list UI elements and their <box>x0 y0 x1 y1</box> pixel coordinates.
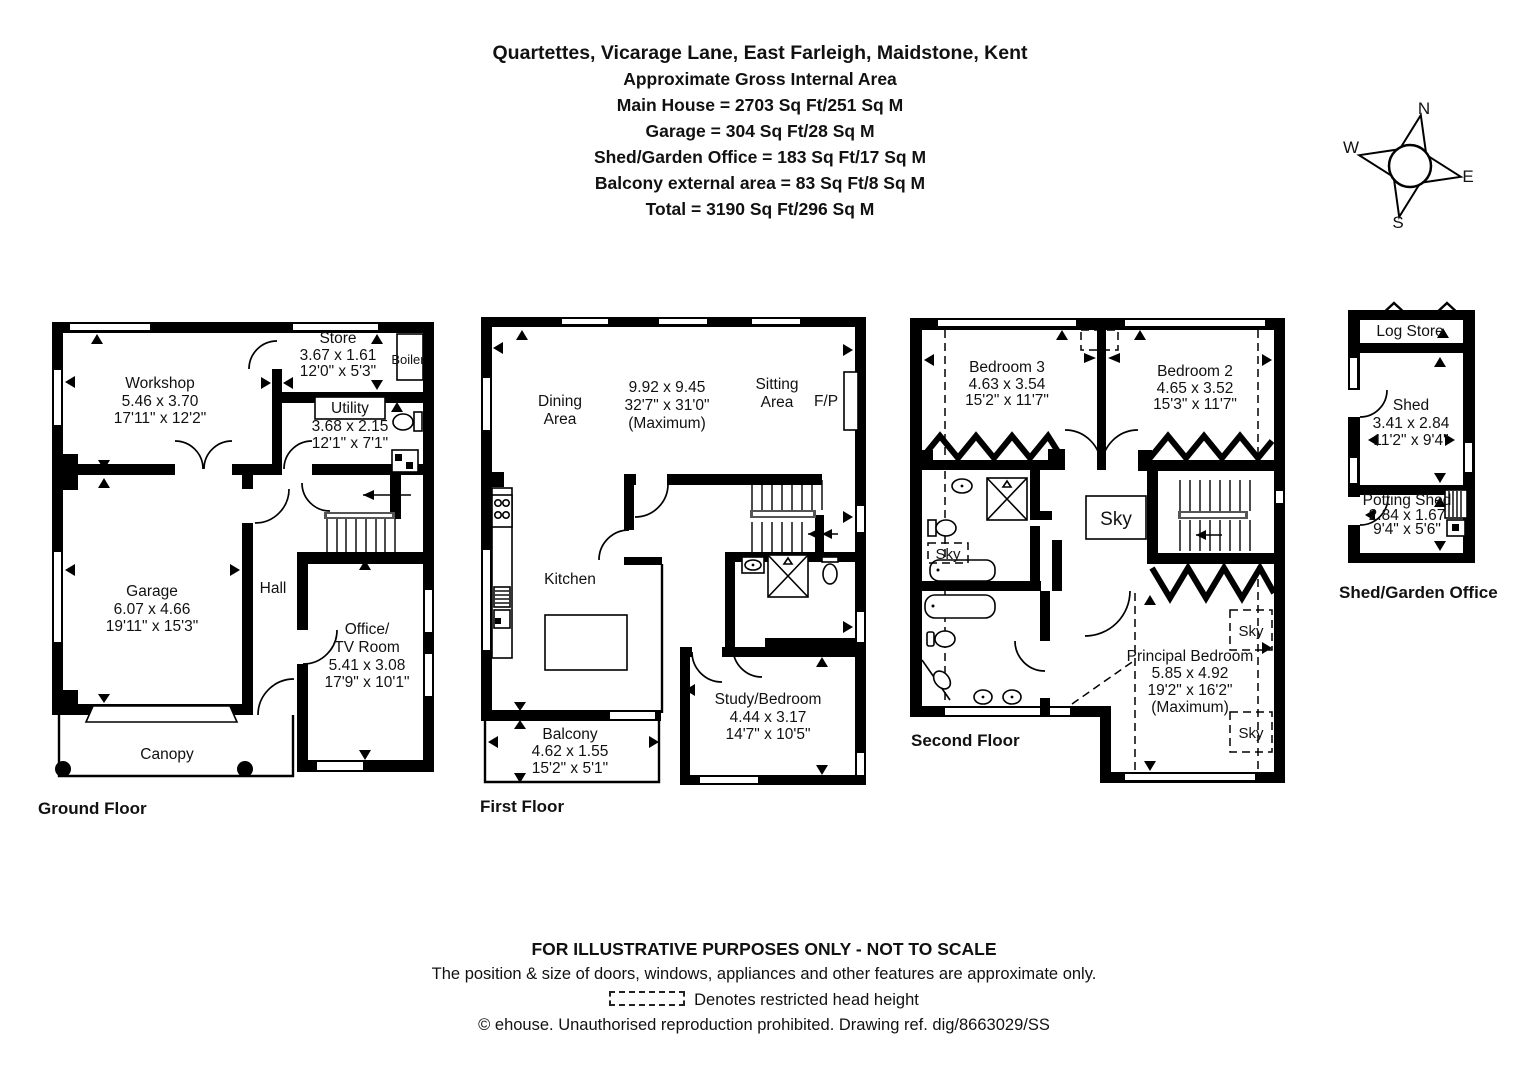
store-dim-m: 3.67 x 1.61 <box>299 347 377 364</box>
compass-n: N <box>1417 99 1431 118</box>
openplan-note: (Maximum) <box>628 415 706 432</box>
canopy-post <box>55 761 71 777</box>
bedroom2-label: Bedroom 2 <box>1157 363 1233 380</box>
openplan-dim-m: 9.92 x 9.45 <box>628 379 706 396</box>
second-floor-plan <box>900 308 1300 798</box>
bath-icon <box>925 595 995 618</box>
principal-dim-m: 5.85 x 4.92 <box>1151 665 1229 682</box>
hall-label: Hall <box>259 580 287 597</box>
potting-dim-m: 2.84 x 1.67 <box>1368 507 1446 524</box>
footer-approx-note: The position & size of doors, windows, appliances and other features are approximate only. <box>431 965 1097 983</box>
utility-label: Utility <box>331 400 369 417</box>
page-title: Quartettes, Vicarage Lane, East Farleigh, Maidstone, Kent <box>492 42 1028 64</box>
second-stairs <box>1178 480 1250 551</box>
header-area-total: Total = 3190 Sq Ft/296 Sq M <box>645 199 875 219</box>
principal-dim-i: 19'2" x 16'2" <box>1147 682 1233 699</box>
kitchen-island <box>545 615 627 670</box>
garage-dim-i: 19'11" x 15'3" <box>105 618 199 635</box>
office-label-1: Office/ <box>344 621 390 638</box>
canopy-label: Canopy <box>140 746 194 763</box>
study-dim-i: 14'7" x 10'5" <box>725 726 811 743</box>
study-dim-m: 4.44 x 3.17 <box>729 709 807 726</box>
compass-s: S <box>1392 213 1404 232</box>
header-area-garage: Garage = 304 Sq Ft/28 Sq M <box>645 121 875 141</box>
principal-note: (Maximum) <box>1151 699 1229 716</box>
sky-label: Sky <box>1238 623 1264 640</box>
potting-label: Potting Shed <box>1362 492 1452 509</box>
bedroom3-dim-i: 15'2" x 11'7" <box>965 392 1049 409</box>
shed-dim-i: 11'2" x 9'4" <box>1373 432 1449 449</box>
workshop-dim-m: 5.46 x 3.70 <box>121 393 199 410</box>
store-label: Store <box>319 330 357 347</box>
ground-floor-plan <box>45 312 445 812</box>
header-subtitle: Approximate Gross Internal Area <box>623 69 897 89</box>
shed-room-labels <box>1363 323 1452 538</box>
workshop-label: Workshop <box>125 375 195 392</box>
log-store-label: Log Store <box>1376 323 1444 340</box>
sky-label: Sky <box>1238 725 1264 742</box>
toilet-icon <box>393 414 413 430</box>
shed-title: Shed/Garden Office <box>1339 583 1498 602</box>
potting-dim-i: 9'4" x 5'6" <box>1373 521 1441 538</box>
utility-dim-i: 12'1" x 7'1" <box>311 435 389 452</box>
footer-restricted-note: Denotes restricted head height <box>284 988 1244 1014</box>
fireplace-icon <box>844 372 858 430</box>
hob-icon <box>492 495 512 527</box>
garage-label: Garage <box>126 583 178 600</box>
toilet-icon <box>822 557 838 562</box>
office-label-2: TV Room <box>334 639 400 656</box>
bedroom3-label: Bedroom 3 <box>969 359 1045 376</box>
footer-block <box>284 936 1244 1039</box>
footer-disclaimer: FOR ILLUSTRATIVE PURPOSES ONLY - NOT TO SCALE <box>531 939 997 959</box>
sitting-label-1: Sitting <box>755 376 799 393</box>
dining-label-1: Dining <box>538 393 582 410</box>
header-block <box>364 40 1156 222</box>
compass-e: E <box>1462 167 1474 186</box>
bedroom2-dim-m: 4.65 x 3.52 <box>1156 380 1234 397</box>
study-label: Study/Bedroom <box>714 691 822 708</box>
sitting-label-2: Area <box>760 394 794 411</box>
shed-dim-m: 3.41 x 2.84 <box>1372 415 1450 432</box>
shed-plan <box>1340 300 1528 620</box>
restricted-head-height-icon <box>609 991 685 1006</box>
utility-dim-m: 3.68 x 2.15 <box>311 418 389 435</box>
fireplace-label: F/P <box>813 393 839 410</box>
balcony-label: Balcony <box>542 726 598 743</box>
first-stairs <box>750 480 838 552</box>
second-floor-title: Second Floor <box>911 731 1020 750</box>
garage-dim-m: 6.07 x 4.66 <box>113 601 191 618</box>
office-dim-i: 17'9" x 10'1" <box>324 674 410 691</box>
first-floor-plan <box>470 310 880 810</box>
workshop-dim-i: 17'11" x 12'2" <box>113 410 207 427</box>
first-floor-title: First Floor <box>480 797 565 816</box>
bedroom2-dim-i: 15'3" x 11'7" <box>1153 396 1237 413</box>
header-area-main-house: Main House = 2703 Sq Ft/251 Sq M <box>616 95 904 115</box>
shed-label: Shed <box>1392 397 1430 414</box>
header-area-balcony: Balcony external area = 83 Sq Ft/8 Sq M <box>594 173 926 193</box>
footer-copyright: © ehouse. Unauthorised reproduction prohibited. Drawing ref. dig/8663029/SS <box>478 1016 1050 1034</box>
compass-icon <box>1338 88 1508 238</box>
compass-w: W <box>1342 138 1360 157</box>
sky-label: Sky <box>1100 509 1132 530</box>
office-dim-m: 5.41 x 3.08 <box>328 657 406 674</box>
kitchen-sink-icon <box>494 587 510 607</box>
bedroom3-dim-m: 4.63 x 3.54 <box>968 376 1046 393</box>
header-area-shed: Shed/Garden Office = 183 Sq Ft/17 Sq M <box>593 147 927 167</box>
canopy-post <box>237 761 253 777</box>
openplan-dim-i: 32'7" x 31'0" <box>624 397 710 414</box>
kitchen-label: Kitchen <box>544 571 596 588</box>
balcony-dim-m: 4.62 x 1.55 <box>531 743 609 760</box>
boiler-label: Boiler <box>391 352 425 367</box>
principal-label: Principal Bedroom <box>1126 648 1254 665</box>
shower-head-icon <box>930 668 954 692</box>
garage-door <box>86 706 237 722</box>
sky-label: Sky <box>935 546 961 563</box>
toilet-icon <box>927 632 934 646</box>
ground-floor-title: Ground Floor <box>38 799 147 818</box>
store-dim-i: 12'0" x 5'3" <box>299 363 377 380</box>
toilet-icon <box>928 520 936 536</box>
balcony-dim-i: 15'2" x 5'1" <box>531 760 609 777</box>
dining-label-2: Area <box>543 411 577 428</box>
